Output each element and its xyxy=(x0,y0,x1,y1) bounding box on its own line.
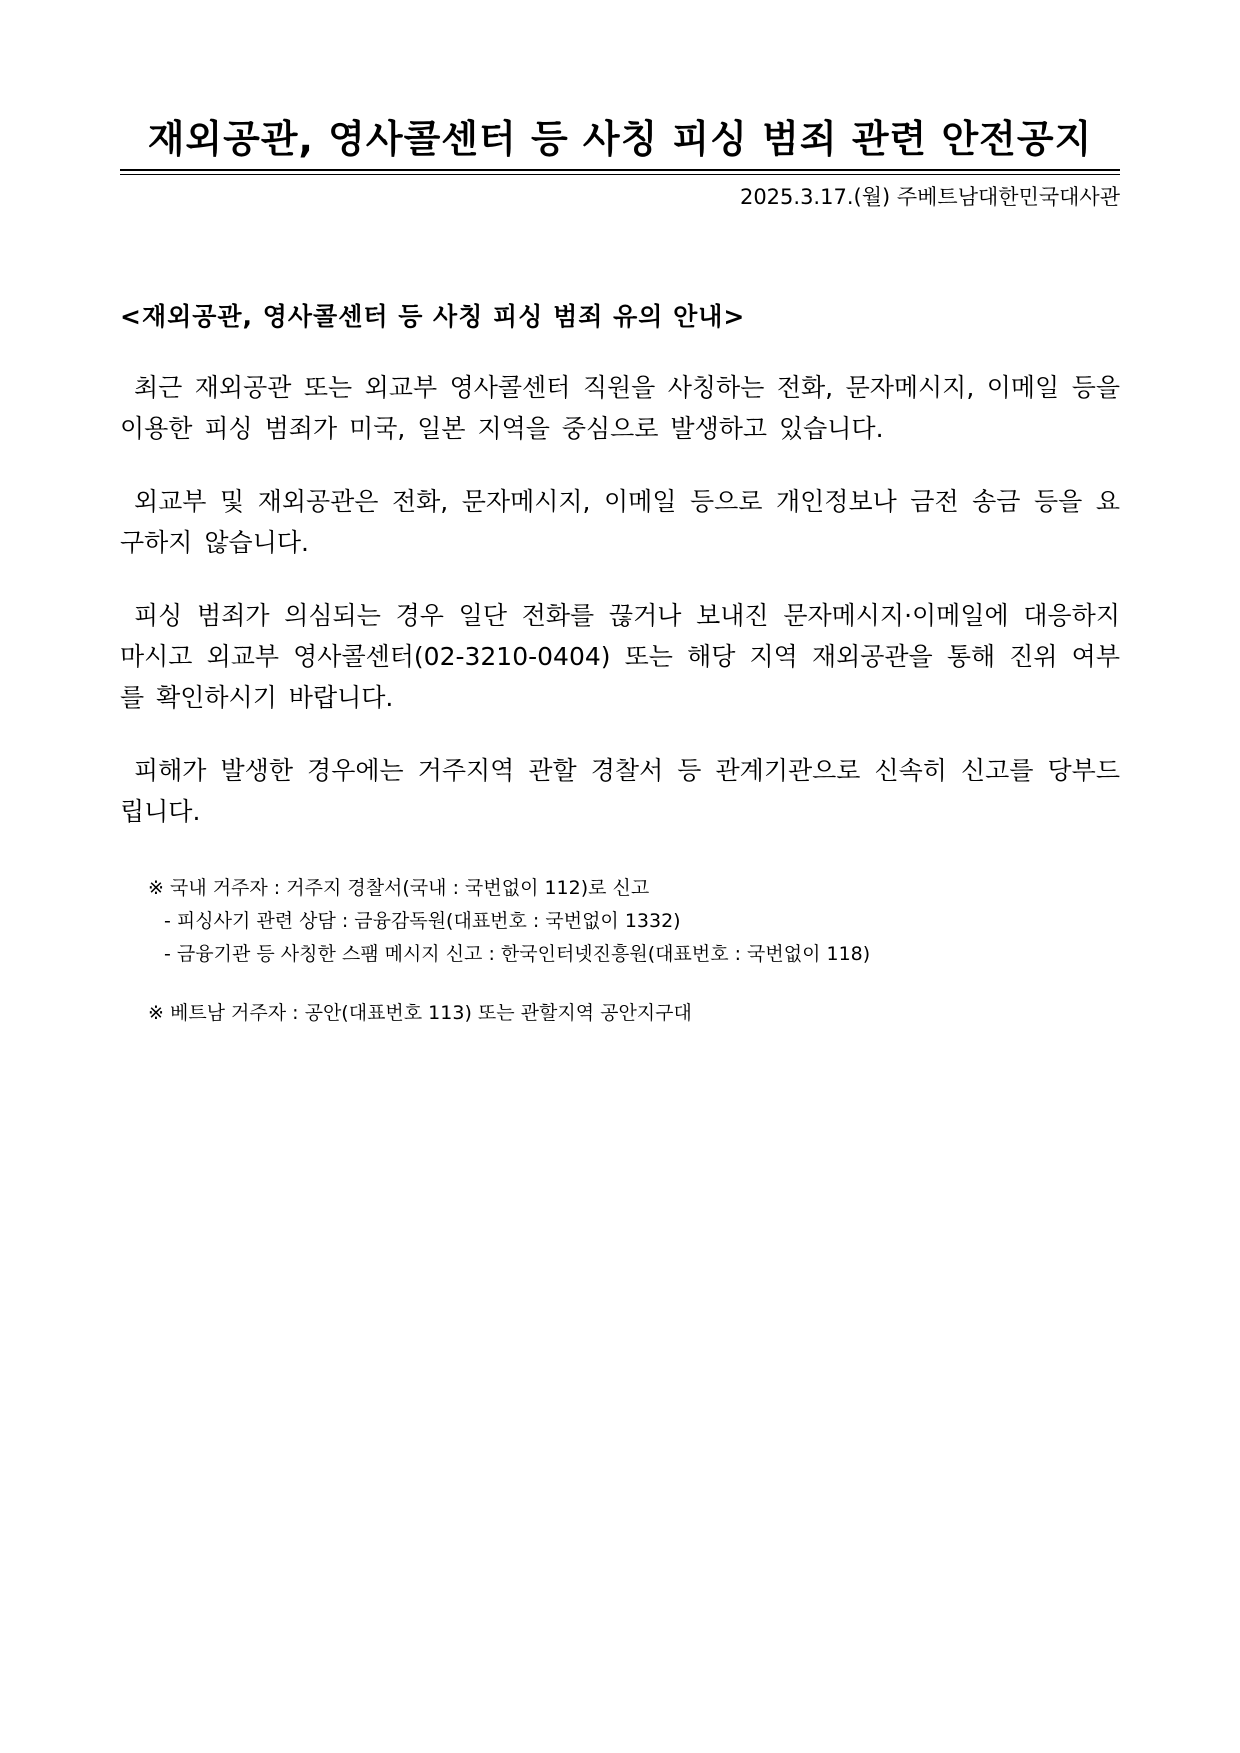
paragraph-3: 피싱 범죄가 의심되는 경우 일단 전화를 끊거나 보내진 문자메시지·이메일에 대응하지 마시고 외교부 영사콜센터(02-3210-0404) 또는 해당 지역 재외공관을 통해 진위 여부를 확인하시기 바랍니다. xyxy=(120,601,1120,712)
note-domestic-sub-1: - 피싱사기 관련 상담 : 금융감독원(대표번호 : 국번없이 1332) xyxy=(164,910,681,932)
paragraph-4: 피해가 발생한 경우에는 거주지역 관할 경찰서 등 관계기관으로 신속히 신고를 당부드립니다. xyxy=(120,756,1120,826)
note-domestic-sub-2: - 금융기관 등 사칭한 스팸 메시지 신고 : 한국인터넷진흥원(대표번호 : 국번없이 118) xyxy=(164,943,871,965)
title-underline xyxy=(120,169,1120,171)
document-title: 재외공관, 영사콜센터 등 사칭 피싱 범죄 관련 안전공지 xyxy=(147,117,1093,161)
paragraph-2: 외교부 및 재외공관은 전화, 문자메시지, 이메일 등으로 개인정보나 금전 송금 등을 요구하지 않습니다. xyxy=(120,487,1120,557)
dateline: 2025.3.17.(월) 주베트남대한민국대사관 xyxy=(739,185,1120,209)
note-vietnam: ※ 베트남 거주자 : 공안(대표번호 113) 또는 관할지역 공안지구대 xyxy=(148,1002,692,1024)
notes-section xyxy=(148,872,1120,1030)
title-underline-thin xyxy=(120,174,1120,175)
notice-subheading: <재외공관, 영사콜센터 등 사칭 피싱 범죄 유의 안내> xyxy=(120,302,746,331)
document-page xyxy=(120,108,1120,1030)
note-domestic: ※ 국내 거주자 : 거주지 경찰서(국내 : 국번없이 112)로 신고 xyxy=(148,877,650,899)
paragraph-1: 최근 재외공관 또는 외교부 영사콜센터 직원을 사칭하는 전화, 문자메시지, 이메일 등을 이용한 피싱 범죄가 미국, 일본 지역을 중심으로 발생하고 있습니다. xyxy=(120,373,1120,443)
